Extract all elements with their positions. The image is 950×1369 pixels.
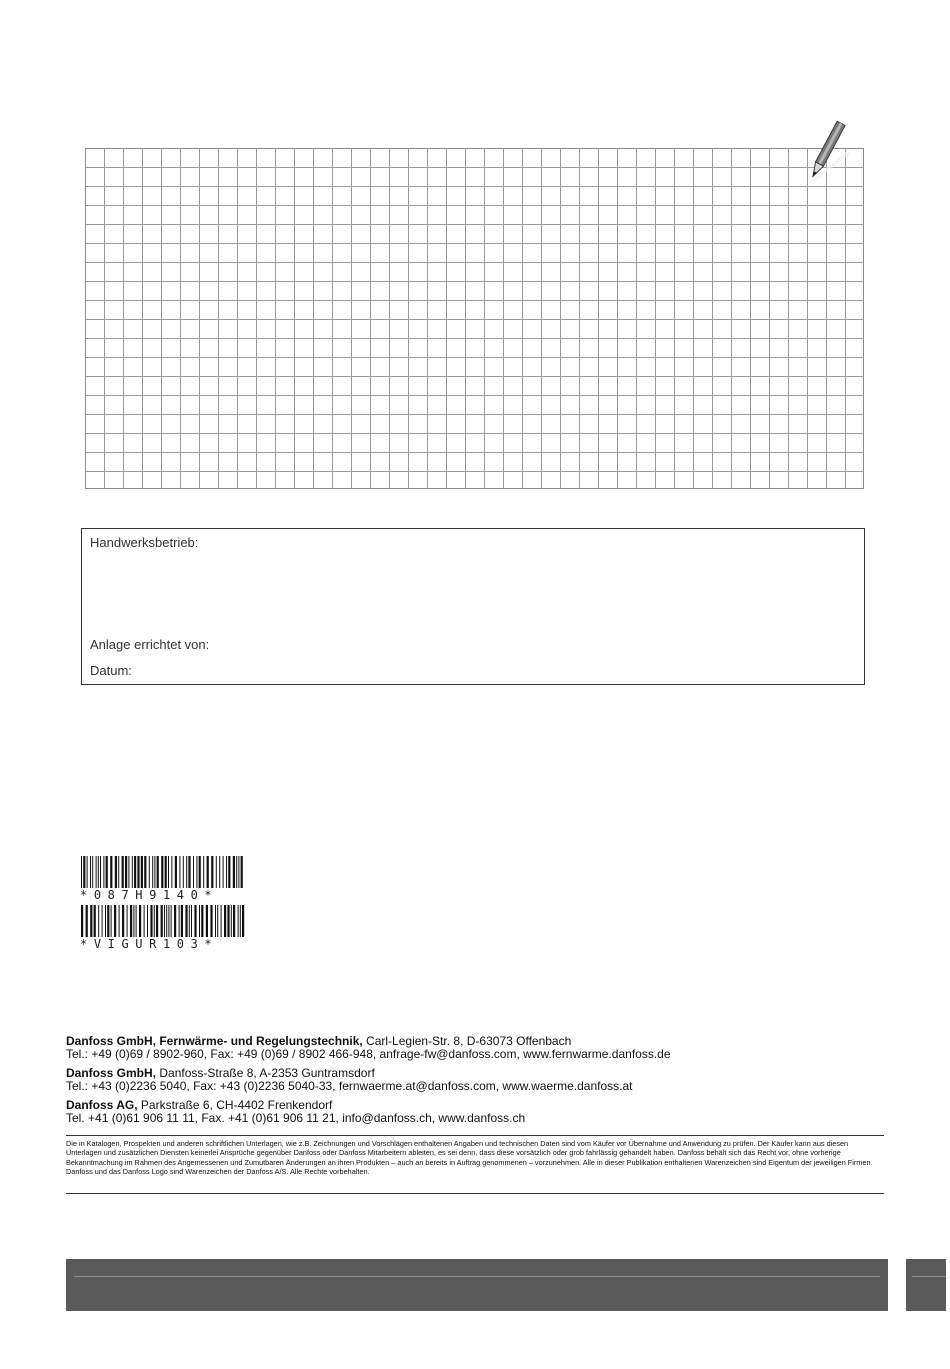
barcode-bar (227, 905, 229, 937)
divider-bottom (66, 1193, 884, 1194)
barcode-bar (110, 856, 112, 888)
barcode-bar (236, 856, 237, 888)
barcode-2-text: *VIGUR103* (80, 937, 219, 951)
barcode-bar (125, 856, 127, 888)
footer-tab-line (912, 1276, 946, 1277)
barcode-bar (210, 905, 212, 937)
barcode-bar (189, 905, 190, 937)
barcode-bar (186, 856, 187, 888)
barcode-bar (154, 905, 155, 937)
barcode-bar (193, 856, 194, 888)
barcode-bar (115, 856, 117, 888)
barcode-bar (106, 856, 108, 888)
company-contact: Tel. +41 (0)61 906 11 11, Fax. +41 (0)61 906 11 21, info@danfoss.ch, www.danfoss.ch (66, 1111, 526, 1125)
barcode-1-text: *087H9140* (80, 888, 219, 902)
barcode-bar (179, 905, 180, 937)
barcode-bar (154, 856, 155, 888)
barcode-bar (107, 905, 109, 937)
barcode-bar (96, 856, 97, 888)
barcode-bar (238, 905, 239, 937)
barcode-bar (111, 905, 112, 937)
barcode-bar (201, 905, 203, 937)
barcode-bar (215, 905, 216, 937)
barcode-bar (152, 856, 153, 888)
barcode-bar (171, 856, 172, 888)
barcode-bar (217, 905, 218, 937)
company-label: Handwerksbetrieb: (90, 535, 199, 550)
barcode-bar (136, 905, 137, 937)
barcode-bar (122, 905, 124, 937)
barcode-bar (164, 905, 165, 937)
barcode-bar (166, 905, 167, 937)
barcode-bar (133, 905, 134, 937)
barcode-bar (183, 856, 184, 888)
barcode-bar (231, 905, 232, 937)
barcode-bar (203, 856, 204, 888)
company-address: Danfoss-Straße 8, A-2353 Guntramsdorf (156, 1066, 375, 1080)
barcode-bar (144, 856, 146, 888)
barcode-bar (105, 905, 106, 937)
barcode-bar (87, 856, 88, 888)
barcode-bar (165, 856, 167, 888)
barcode-bar (119, 905, 120, 937)
barcode-bar (221, 905, 222, 937)
barcode-bar (102, 905, 103, 937)
pencil-icon (800, 118, 854, 184)
barcode-bar (137, 856, 139, 888)
barcode-bar (103, 856, 104, 888)
notes-grid (85, 148, 864, 489)
footer-bar (66, 1259, 888, 1311)
barcode-bar (196, 856, 197, 888)
barcode-bar (216, 856, 217, 888)
barcode-bar (233, 856, 235, 888)
barcode-bar (168, 856, 169, 888)
barcode-1-bars (80, 856, 246, 888)
barcode-bar (206, 905, 208, 937)
barcode-bar (188, 856, 190, 888)
divider-top (66, 1135, 884, 1136)
footer-bar-line (74, 1276, 880, 1277)
barcode-bar (81, 856, 82, 888)
company-address: Parkstraße 6, CH-4402 Frenkendorf (137, 1098, 333, 1112)
barcode-bar (175, 856, 177, 888)
barcode-bar (226, 856, 227, 888)
barcode-bar (161, 856, 163, 888)
barcode-bar (130, 905, 132, 937)
barcode-bar (156, 905, 158, 937)
company-contact: Tel.: +43 (0)2236 5040, Fax: +43 (0)2236 5040-33, fernwaerme.at@danfoss.com, www.waerme.danfoss.at (66, 1079, 633, 1093)
barcode-bar (134, 856, 136, 888)
barcode-bar (194, 905, 196, 937)
barcode-bar (132, 856, 133, 888)
footer-page-tab (906, 1259, 946, 1311)
barcode-bar (228, 856, 230, 888)
company-contact: Tel.: +49 (0)69 / 8902-960, Fax: +49 (0)69 / 8902 466-948, anfrage-fw@danfoss.com, www.fernwarme.danfoss.de (66, 1047, 671, 1061)
date-label: Datum: (90, 663, 132, 678)
barcode-bar (98, 905, 99, 937)
barcode-bar (185, 905, 187, 937)
barcode-bar (90, 905, 92, 937)
barcode-bar (92, 856, 93, 888)
barcode-bar (211, 856, 213, 888)
installer-form (81, 528, 865, 685)
barcode-bar (219, 856, 220, 888)
address-block-switzerland (66, 1099, 886, 1125)
barcode-2 (80, 905, 250, 951)
legal-disclaimer: Die in Katalogen, Prospekten und anderen schriftlichen Unterlagen, wie z.B. Zeichnungen und Vorschlägen enthaltenen Angaben und technischen Daten sind vom Käufer vor Übernahme und Anwendung zu prüfen. Der Käufer kann aus diesen Unterlagen und zusätzlichen Diensten keinerlei Ansprüche gegenüber Danfoss oder Danfoss Mitarbeitern ableiten, es sei denn, dass diese vorsätzlich oder grob fahrlässig gehandelt haben. Danfoss behält sich das Recht vor, ohne vorherige Bekanntmachung im Rahmen des Angemessenen und Zumutbaren Änderungen an ihren Produkten – auch an bereits in Auftrag genommenen – vorzunehmen. Alle in dieser Publikation enthaltenen Warenzeichen sind Eigentum der jeweiligen Firmen. Danfoss und das Danfoss Logo sind Warenzeichen der Danfoss A/S. Alle Rechte vorbehalten. (66, 1139, 873, 1177)
address-block-austria (66, 1067, 886, 1093)
barcode-bar (139, 905, 141, 937)
barcode-bar (144, 905, 145, 937)
barcode-bar (100, 856, 101, 888)
barcode-bar (98, 856, 99, 888)
barcode-bar (127, 905, 128, 937)
barcode-bar (207, 856, 209, 888)
barcode-bar (174, 905, 176, 937)
barcode-bar (86, 905, 88, 937)
barcode-bar (81, 905, 83, 937)
barcode-bar (147, 905, 148, 937)
barcode-bar (122, 856, 124, 888)
barcode-bar (240, 905, 241, 937)
barcode-bar (114, 905, 116, 937)
barcode-bar (224, 905, 226, 937)
barcode-2-bars (80, 905, 246, 937)
barcode-bar (157, 856, 159, 888)
barcode-bar (241, 856, 243, 888)
company-name: Danfoss GmbH, (66, 1066, 157, 1080)
barcode-bar (199, 905, 200, 937)
barcode-bar (149, 856, 150, 888)
barcode-bar (233, 905, 235, 937)
barcode-1 (80, 856, 250, 902)
barcode-bar (90, 856, 91, 888)
barcode-bar (83, 856, 85, 888)
barcode-bar (199, 856, 201, 888)
barcode-bar (94, 905, 96, 937)
company-name: Danfoss GmbH, Fernwärme- und Regelungstechnik, (66, 1034, 363, 1048)
barcode-bar (118, 856, 119, 888)
barcode-bar (238, 856, 239, 888)
installed-by-label: Anlage errichtet von: (90, 637, 210, 652)
barcode-bar (168, 905, 169, 937)
barcode-bar (181, 905, 183, 937)
barcode-bar (141, 856, 143, 888)
barcode-bar (128, 856, 129, 888)
barcode-bar (242, 905, 244, 937)
barcode-bar (179, 856, 180, 888)
barcode-bar (223, 856, 224, 888)
barcode-bar (161, 905, 163, 937)
barcode-bar (150, 905, 152, 937)
company-name: Danfoss AG, (66, 1098, 138, 1112)
barcode-bar (191, 905, 192, 937)
company-address: Carl-Legien-Str. 8, D-63073 Offenbach (362, 1034, 572, 1048)
barcode-bar (171, 905, 172, 937)
address-block-germany (66, 1035, 886, 1061)
